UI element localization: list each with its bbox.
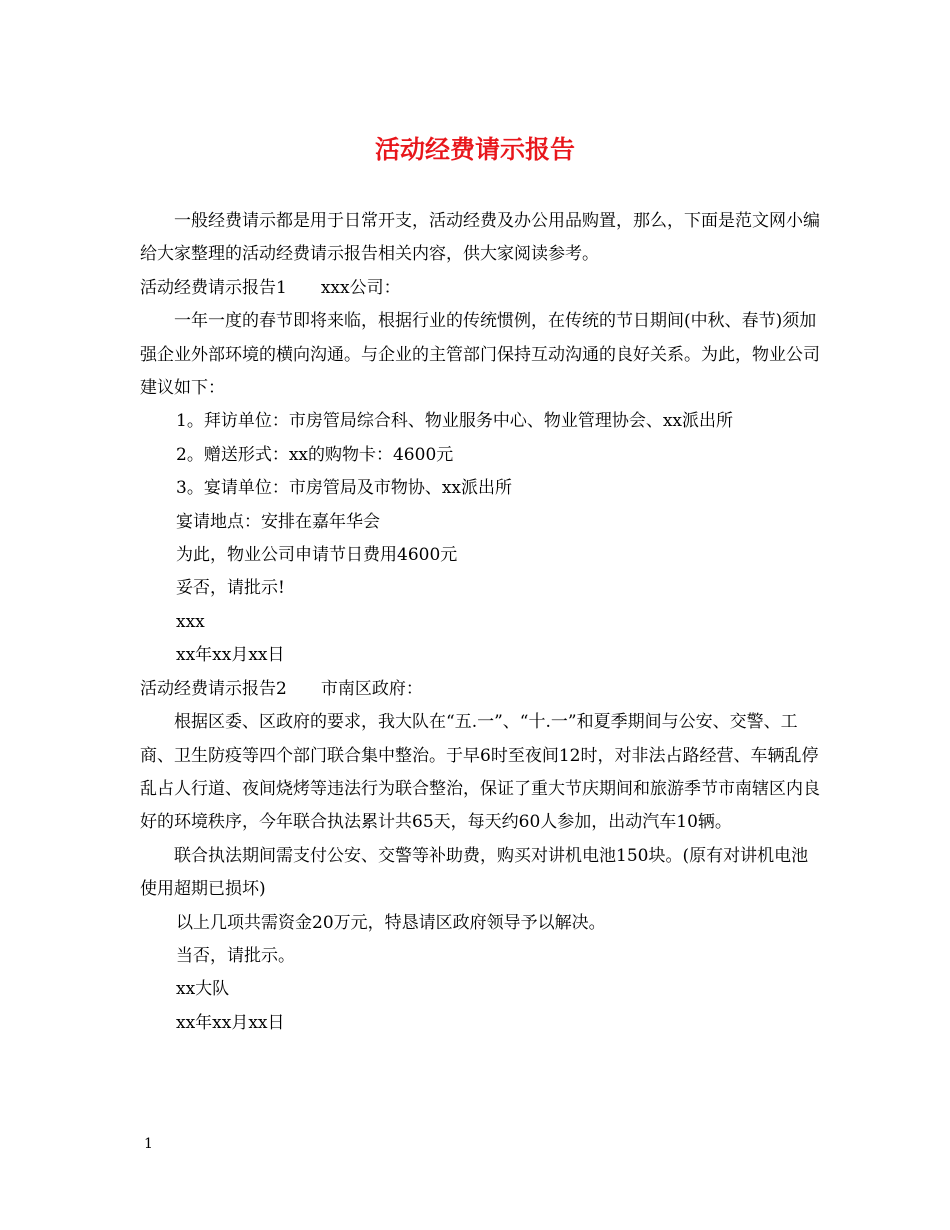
report2-paragraph-1: 根据区委、区政府的要求，我大队在“五.一”、“十.一”和夏季期间与公安、交警、工商、卫生防疫等四个部门联合集中整治。于早6时至夜间12时，对非法占路经营、车辆乱停乱占人行道、夜间烧烤等违法行为联合整治，保证了重大节庆期间和旅游季节市南辖区内良好的环境秩序，今年联合执法累计共65天，每天约60人参加，出动汽车10辆。 <box>140 712 820 833</box>
report2-paragraph-3: 以上几项共需资金20万元，特恳请区政府领导予以解决。 <box>176 912 606 933</box>
report1-signer: xxx <box>176 611 205 632</box>
report1-paragraph: 一年一度的春节即将来临，根据行业的传统惯例，在传统的节日期间(中秋、春节)须加强企业外部环境的横向沟通。与企业的主管部门保持互动沟通的良好关系。为此，物业公司建议如下： <box>140 311 820 399</box>
document-title: 活动经费请示报告 <box>374 135 575 164</box>
report2-signer: xx大队 <box>176 979 230 1000</box>
report2-paragraph-2: 联合执法期间需支付公安、交警等补助费，购买对讲机电池150块。(原有对讲机电池使用超期已损坏) <box>140 845 809 900</box>
report1-request: 为此，物业公司申请节日费用4600元 <box>176 545 458 566</box>
report1-item-1: 1。拜访单位：市房管局综合科、物业服务中心、物业管理协会、xx派出所 <box>176 411 733 432</box>
report1-venue: 宴请地点：安排在嘉年华会 <box>176 511 380 532</box>
report1-closing: 妥否，请批示! <box>176 578 285 599</box>
report2-closing: 当否，请批示。 <box>176 945 295 966</box>
document-body <box>140 205 820 1040</box>
report2-date: xx年xx月xx日 <box>176 1012 285 1033</box>
report1-date: xx年xx月xx日 <box>176 645 285 666</box>
page-number: 1 <box>144 1136 153 1152</box>
intro-paragraph: 一般经费请示都是用于日常开支，活动经费及办公用品购置，那么，下面是范文网小编给大家整理的活动经费请示报告相关内容，供大家阅读参考。 <box>140 211 820 265</box>
report2-heading: 活动经费请示报告2 市南区政府： <box>140 678 423 699</box>
report1-heading: 活动经费请示报告1 xxx公司： <box>140 277 401 298</box>
report1-item-3: 3。宴请单位：市房管局及市物协、xx派出所 <box>176 478 512 499</box>
report1-item-2: 2。赠送形式：xx的购物卡：4600元 <box>176 444 454 465</box>
